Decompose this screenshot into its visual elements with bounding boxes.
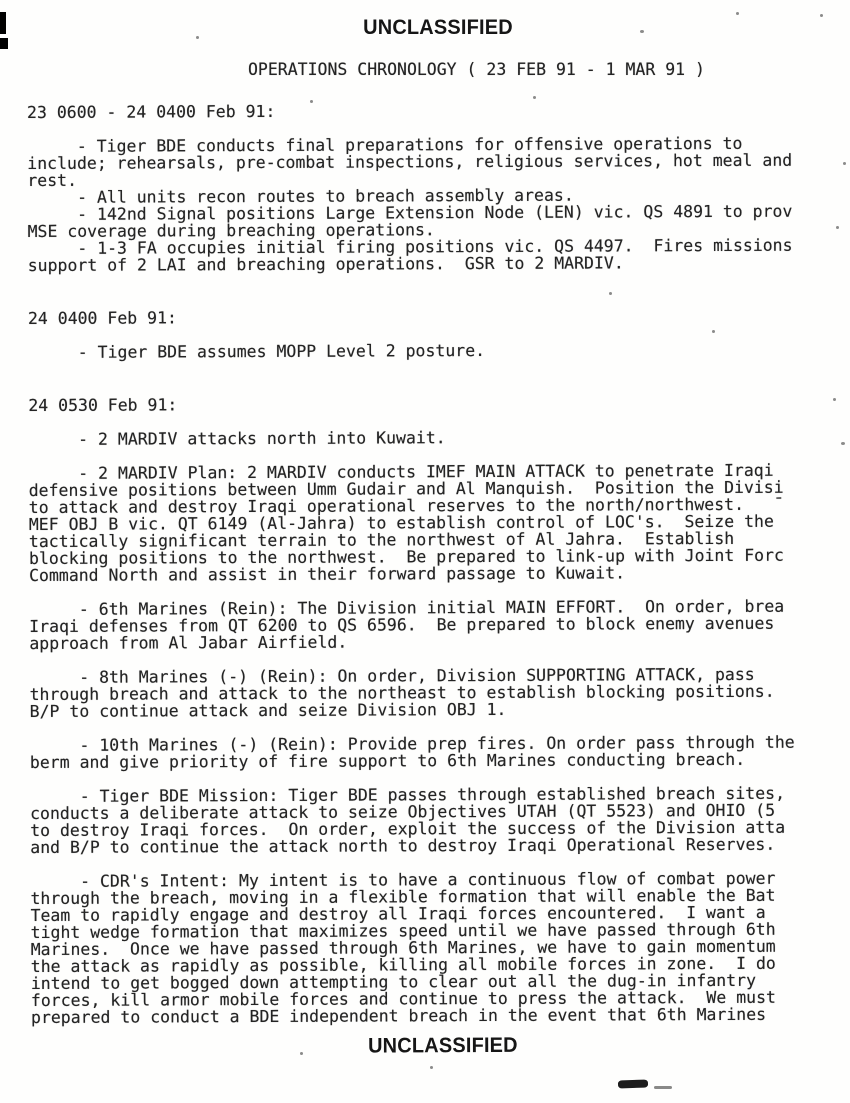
scan-speck: [841, 442, 845, 445]
section-heading: 23 0600 - 24 0400 Feb 91:: [26, 101, 276, 122]
scan-artifact-bar: [0, 12, 6, 34]
scan-speck: [833, 398, 836, 401]
scan-speck: [310, 100, 313, 103]
scan-speck: [430, 1066, 433, 1069]
section-heading: 24 0400 Feb 91:: [27, 308, 177, 328]
section-body: - 2 MARDIV attacks north into Kuwait. - 2 MARDIV Plan: 2 MARDIV conducts IMEF MAIN ATTACK to penetrate Iraqi defensive positions between Umm Gudair and Al Manquish. Position the Divisi to attack and destroy Iraqi operational reserves to the north/northwest. ¯ MEF OBJ B vic. QT 6149 (Al-Jahra) to establish control of LOC's. Seize the tactically significant terrain to the northwest of Al Jahra. Establish blocking positions to the northwest. Be prepared to link-up with Joint Forc Command North and assist in their forward passage to Kuwait. - 6th Marines (Rein): The Division initial MAIN EFFORT. On order, brea Iraqi defenses from QT 6200 to QS 6596. Be prepared to block enemy avenues approach from Al Jabar Airfield. - 8th Marines (-) (Rein): On order, Division SUPPORTING ATTACK, pass through breach and attack to the northeast to establish blocking positions. B/P to continue attack and seize Division OBJ 1. - 10th Marines (-) (Rein): Provide prep fires. On order pass through the berm and give priority of fire support to 6th Marines conducting breach. - Tiger BDE Mission: Tiger BDE passes through established breach sites, conducts a deliberate attack to seize Objectives UTAH (QT 5523) and OHIO (5 to destroy Iraqi forces. On order, exploit the success of the Division atta and B/P to continue the attack north to destroy Iraqi Operational Reserves. - CDR's Intent: My intent is to have a continuous flow of combat power through the breach, moving in a flexible formation that will enable the Bat Team to rapidly engage and destroy all Iraqi forces encountered. I want a tight wedge formation that maximizes speed until we have passed through 6th Marines. Once we have passed through 6th Marines, we have to gain momentum the attack as rapidly as possible, killing all mobile forces in zone. I do intend to get bogged down attempting to clear out all the dug-in infantry forces, kill armor mobile forces and continue to press the attack. We must prepared to conduct a BDE independent breach in the event that 6th Marines: [28, 428, 795, 1027]
scan-artifact-bar: [0, 38, 8, 49]
classification-header: UNCLASSIFIED: [363, 16, 513, 39]
scan-speck: [196, 36, 199, 39]
scan-speck: [843, 162, 846, 165]
page-footer: [31, 1032, 850, 1060]
document-body: [27, 100, 850, 1060]
scan-speck: [640, 30, 644, 33]
scan-speck: [609, 292, 612, 295]
scan-speck: [820, 14, 823, 17]
classification-footer: UNCLASSIFIED: [367, 1033, 518, 1058]
section-heading: 24 0530 Feb 91:: [28, 395, 178, 415]
section-24-0530: [28, 393, 850, 1026]
scan-smudge: [618, 1079, 648, 1088]
scan-speck: [836, 226, 839, 229]
scan-speck: [300, 1052, 303, 1055]
document-title: OPERATIONS CHRONOLOGY ( 23 FEB 91 - 1 MAR 91 ): [248, 60, 705, 79]
section-body: - Tiger BDE assumes MOPP Level 2 posture.: [28, 341, 486, 362]
section-23-0600: [27, 100, 850, 274]
scan-speck: [712, 330, 715, 333]
scan-speck: [736, 12, 739, 15]
section-body: - Tiger BDE conducts final preparations for offensive operations to include; rehearsals, pre-combat inspections, religious services, hot meal and rest. - All units recon routes to breach assembly areas. - 142nd Signal positions Large Extension Node (LEN) vic. QS 4891 to prov MSE coverage during breaching operations. - 1-3 FA occupies initial firing positions vic. QS 4497. Fires missions support of 2 LAI and breaching operations. GSR to 2 MARDIV.: [27, 133, 793, 275]
scan-smudge-tail: [654, 1086, 672, 1089]
section-24-0400: [28, 306, 850, 361]
scan-speck: [533, 96, 536, 99]
